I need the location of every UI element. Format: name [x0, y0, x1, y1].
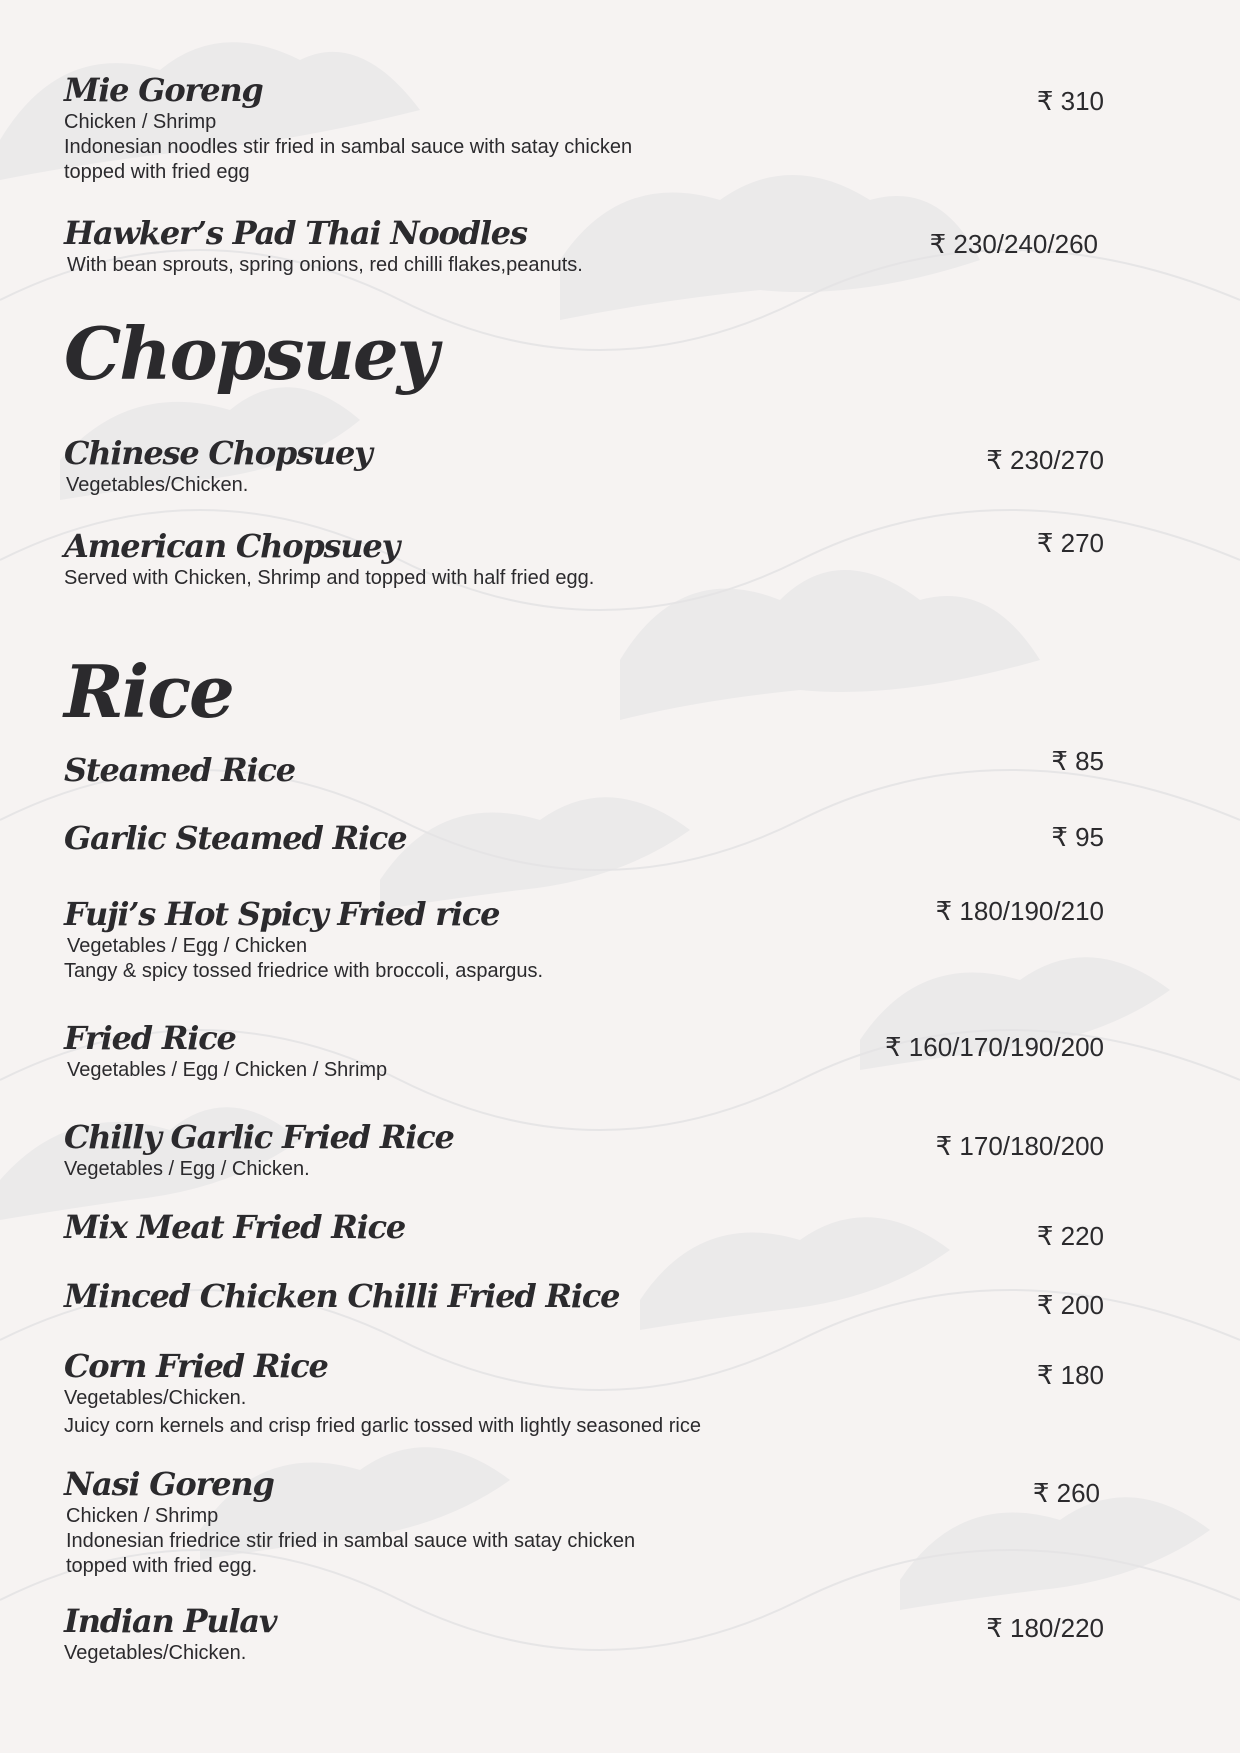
item-price: ₹ 200	[1036, 1290, 1104, 1320]
item-price: ₹ 230/240/260	[929, 229, 1098, 259]
item-price: ₹ 230/270	[986, 445, 1104, 475]
item-options: Vegetables/Chicken.	[64, 1642, 247, 1664]
menu-item-fujis-hot-spicy-fried-rice	[64, 894, 1174, 984]
menu-item-chinese-chopsuey	[64, 433, 1174, 498]
menu-item-mie-goreng	[64, 70, 1174, 185]
item-name: Indian Pulav	[64, 1602, 277, 1640]
item-name: Chilly Garlic Fried Rice	[64, 1118, 454, 1156]
item-options: Vegetables / Egg / Chicken.	[64, 1158, 310, 1180]
item-description-cont: topped with fried egg	[64, 161, 250, 183]
menu-item-steamed-rice	[64, 746, 1174, 790]
item-price: ₹ 310	[1036, 86, 1104, 116]
item-description: Indonesian friedrice stir fried in sambal sauce with satay chicken	[66, 1530, 636, 1552]
item-name: Steamed Rice	[64, 751, 295, 789]
item-options: Vegetables/Chicken.	[66, 474, 249, 496]
menu-item-indian-pulav	[64, 1601, 1174, 1666]
item-name: Mix Meat Fried Rice	[64, 1208, 406, 1246]
item-name: Corn Fried Rice	[64, 1347, 328, 1385]
menu-item-nasi-goreng	[64, 1464, 1174, 1579]
item-options: Vegetables / Egg / Chicken	[67, 935, 308, 957]
item-price: ₹ 270	[1036, 528, 1104, 558]
item-name: Minced Chicken Chilli Fried Rice	[64, 1277, 620, 1315]
item-price: ₹ 160/170/190/200	[885, 1032, 1104, 1062]
menu-item-minced-chicken-chilli-fried-rice	[64, 1276, 1174, 1320]
item-options: Vegetables / Egg / Chicken / Shrimp	[67, 1059, 388, 1081]
item-options: Vegetables/Chicken.	[64, 1387, 247, 1409]
item-name: Garlic Steamed Rice	[64, 819, 407, 857]
item-name: Fried Rice	[64, 1019, 236, 1057]
item-description: With bean sprouts, spring onions, red chilli flakes,peanuts.	[67, 254, 583, 276]
item-name: Chinese Chopsuey	[64, 434, 372, 472]
item-options: Chicken / Shrimp	[64, 111, 217, 133]
section-heading-rice: Rice	[64, 649, 233, 734]
item-description: Indonesian noodles stir fried in sambal sauce with satay chicken	[64, 136, 633, 158]
item-price: ₹ 180	[1036, 1360, 1104, 1390]
item-price: ₹ 260	[1032, 1478, 1100, 1508]
item-description: Juicy corn kernels and crisp fried garlic tossed with lightly seasoned rice	[64, 1415, 701, 1437]
menu-item-american-chopsuey	[64, 526, 1174, 591]
menu-item-mix-meat-fried-rice	[64, 1207, 1174, 1251]
item-price: ₹ 95	[1051, 822, 1104, 852]
item-price: ₹ 220	[1036, 1221, 1104, 1251]
item-name: Mie Goreng	[64, 71, 263, 109]
item-name: Nasi Goreng	[64, 1465, 274, 1503]
item-price: ₹ 85	[1051, 746, 1104, 776]
item-description: Served with Chicken, Shrimp and topped with half fried egg.	[64, 567, 595, 589]
menu-item-corn-fried-rice	[64, 1346, 1174, 1439]
item-name: American Chopsuey	[64, 527, 399, 565]
item-description: Tangy & spicy tossed friedrice with broccoli, aspargus.	[64, 960, 544, 982]
item-price: ₹ 180/220	[986, 1613, 1104, 1643]
item-price: ₹ 170/180/200	[935, 1131, 1104, 1161]
item-options: Chicken / Shrimp	[66, 1505, 219, 1527]
section-heading-chopsuey: Chopsuey	[64, 311, 437, 396]
menu-item-fried-rice	[64, 1018, 1174, 1083]
menu-item-pad-thai-noodles	[64, 213, 1174, 278]
item-name: Hawker’s Pad Thai Noodles	[64, 214, 527, 252]
menu-item-garlic-steamed-rice	[64, 818, 1174, 858]
menu-item-chilly-garlic-fried-rice	[64, 1117, 1174, 1182]
item-description-cont: topped with fried egg.	[66, 1555, 258, 1577]
item-name: Fuji’s Hot Spicy Fried rice	[64, 895, 500, 933]
item-price: ₹ 180/190/210	[935, 896, 1104, 926]
